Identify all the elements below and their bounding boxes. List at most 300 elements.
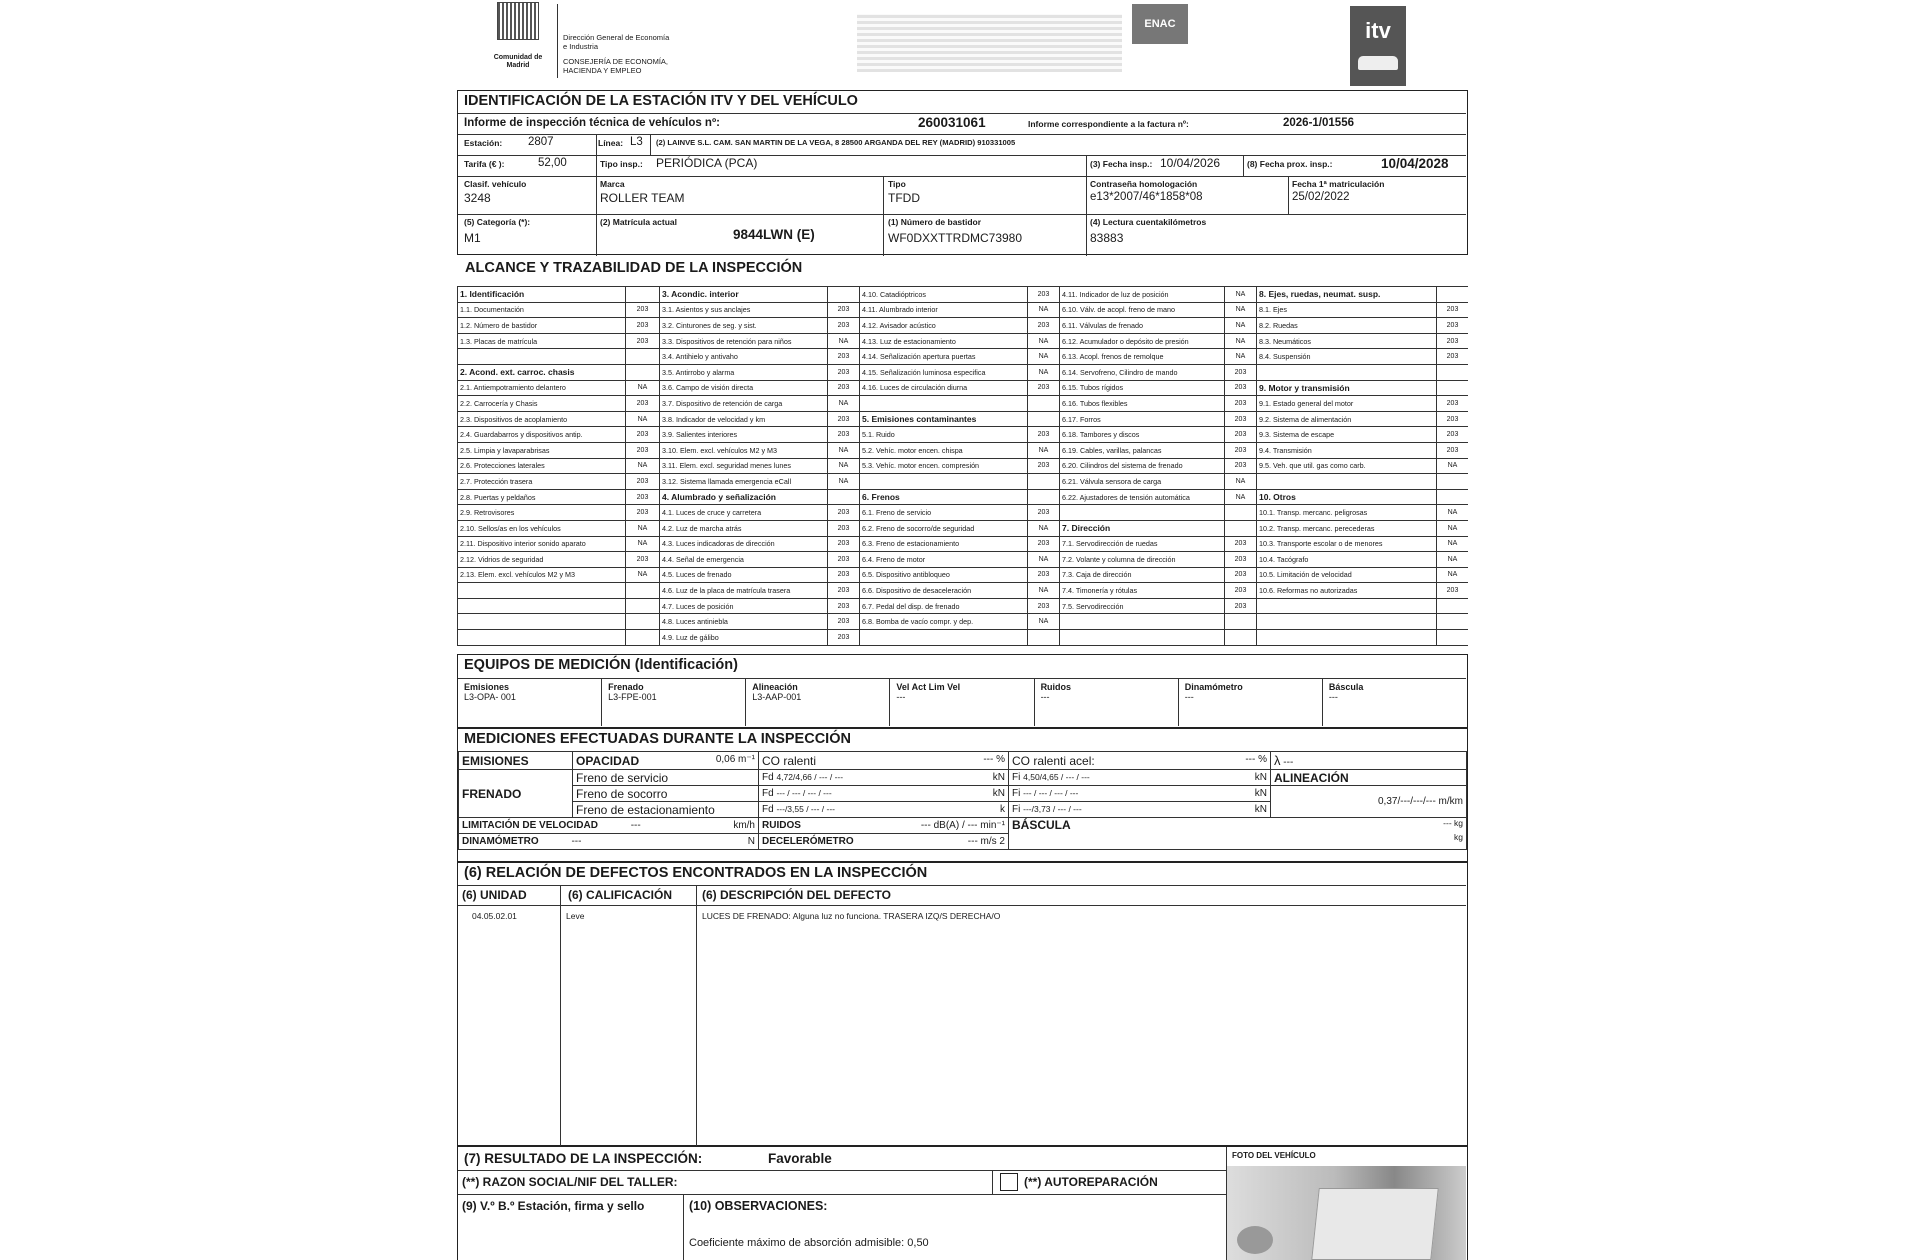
- linea-label: Línea:: [598, 138, 624, 148]
- alcance-row: [458, 458, 1469, 474]
- autoreparacion-checkbox[interactable]: [1000, 1173, 1018, 1191]
- alcance-item-value: 203: [1437, 583, 1469, 599]
- alcance-item-label: 8. Ejes, ruedas, neumat. susp.: [1257, 287, 1437, 303]
- alcance-item-label: [458, 583, 626, 599]
- alcance-item-label: 8.3. Neumáticos: [1257, 333, 1437, 349]
- limvel-value: ---: [630, 820, 641, 831]
- alcance-item-value: [1437, 287, 1469, 303]
- equipos-title: EQUIPOS DE MEDICIÓN (Identificación): [464, 657, 738, 673]
- fmat-value: 25/02/2022: [1292, 191, 1350, 203]
- alcance-item-label: 6.19. Cables, varillas, palancas: [1060, 442, 1225, 458]
- alcance-item-value: 203: [828, 536, 860, 552]
- alcance-item-value: 203: [1225, 364, 1257, 380]
- alcance-item-label: 5.3. Vehíc. motor encen. compresión: [860, 458, 1028, 474]
- alcance-item-label: 3.7. Dispositivo de retención de carga: [660, 396, 828, 412]
- alcance-item-value: 203: [1028, 427, 1060, 443]
- fe-fi-label: Fi: [1012, 804, 1021, 815]
- alcance-row: [458, 489, 1469, 505]
- alcance-item-value: 203: [1028, 505, 1060, 521]
- alcance-item-value: [626, 598, 660, 614]
- alcance-item-value: 203: [828, 411, 860, 427]
- consejeria: CONSEJERÍA DE ECONOMÍA, HACIENDA Y EMPLEO: [563, 57, 669, 75]
- alcance-item-value: 203: [1437, 427, 1469, 443]
- alcance-item-label: 5.2. Vehíc. motor encen. chispa: [860, 442, 1028, 458]
- fe-fd-label: Fd: [762, 804, 774, 815]
- alcance-item-value: 203: [1225, 458, 1257, 474]
- alcance-item-label: 5. Emisiones contaminantes: [860, 411, 1028, 427]
- foto-label: FOTO DEL VEHÍCULO: [1232, 1151, 1316, 1160]
- equipos-row: [458, 678, 1466, 726]
- dinamometro-label: DINAMÓMETRO: [462, 836, 539, 847]
- alcance-item-label: [458, 349, 626, 365]
- fe-fi-unit: kN: [1254, 804, 1267, 815]
- equipo-cell: [602, 678, 746, 726]
- alcance-item-label: 6.8. Bomba de vacío compr. y dep.: [860, 614, 1028, 630]
- estacion-value: 2807: [528, 136, 554, 148]
- defecto-row: [458, 905, 1466, 925]
- fs-fd-unit: kN: [992, 772, 1005, 783]
- defecto-descripcion: LUCES DE FRENADO: Alguna luz no funciona. TRASERA IZQ/S DERECHA/O: [702, 911, 1001, 921]
- alcance-item-label: 4.6. Luz de la placa de matrícula trasera: [660, 583, 828, 599]
- alcance-item-label: 4.14. Señalización apertura puertas: [860, 349, 1028, 365]
- alcance-item-value: NA: [626, 411, 660, 427]
- alcance-item-value: 203: [626, 442, 660, 458]
- alcance-item-value: NA: [1225, 318, 1257, 334]
- alcance-item-label: 1.1. Documentación: [458, 302, 626, 318]
- informe-number: 260031061: [918, 115, 986, 130]
- equipo-cell: [890, 678, 1034, 726]
- alcance-item-label: 6.18. Tambores y discos: [1060, 427, 1225, 443]
- alcance-item-value: [1225, 505, 1257, 521]
- alcance-item-value: 203: [828, 505, 860, 521]
- alcance-item-label: 2.5. Limpia y lavaparabrisas: [458, 442, 626, 458]
- alcance-item-value: 203: [1028, 380, 1060, 396]
- alcance-item-label: 7.3. Caja de dirección: [1060, 567, 1225, 583]
- alcance-item-value: [626, 349, 660, 365]
- equipo-cell: [1323, 678, 1466, 726]
- alcance-item-label: [458, 598, 626, 614]
- col-calificacion: (6) CALIFICACIÓN: [568, 888, 672, 902]
- col-unidad: (6) UNIDAD: [462, 888, 527, 902]
- factura-number: 2026-1/01556: [1283, 117, 1354, 129]
- alcance-item-value: NA: [1028, 333, 1060, 349]
- alcance-item-label: 3.6. Campo de visión directa: [660, 380, 828, 396]
- alcance-item-label: 7. Dirección: [1060, 520, 1225, 536]
- alcance-item-label: 4. Alumbrado y señalización: [660, 489, 828, 505]
- equipo-label: Ruidos: [1040, 682, 1072, 692]
- alcance-item-value: NA: [1028, 552, 1060, 568]
- fe-label: Freno de estacionamiento: [573, 802, 759, 818]
- alcance-item-label: 8.4. Suspensión: [1257, 349, 1437, 365]
- alcance-item-label: 6.1. Freno de servicio: [860, 505, 1028, 521]
- alcance-row: [458, 287, 1469, 303]
- alcance-item-value: 203: [1225, 598, 1257, 614]
- alcance-item-label: 4.16. Luces de circulación diurna: [860, 380, 1028, 396]
- alcance-item-label: 2.12. Vidrios de seguridad: [458, 552, 626, 568]
- col-descripcion: (6) DESCRIPCIÓN DEL DEFECTO: [702, 888, 891, 902]
- alcance-item-label: 1. Identificación: [458, 287, 626, 303]
- alcance-item-value: NA: [1225, 302, 1257, 318]
- alcance-item-value: 203: [1437, 396, 1469, 412]
- alcance-item-label: 9.1. Estado general del motor: [1257, 396, 1437, 412]
- alcance-item-label: 4.3. Luces indicadoras de dirección: [660, 536, 828, 552]
- alcance-row: [458, 302, 1469, 318]
- bascula-label: BÁSCULA: [1012, 818, 1071, 832]
- fs-fd-value: 4,72/4,66 / --- / ---: [776, 772, 844, 782]
- alcance-item-value: [1437, 630, 1469, 646]
- fe-fd-unit: k: [1000, 804, 1005, 815]
- alcance-item-label: 7.2. Volante y columna de dirección: [1060, 552, 1225, 568]
- alcance-row: [458, 505, 1469, 521]
- alcance-item-value: NA: [1225, 287, 1257, 303]
- marca-value: ROLLER TEAM: [600, 191, 685, 205]
- defecto-calificacion: Leve: [566, 911, 585, 921]
- taller-label: (**) RAZON SOCIAL/NIF DEL TALLER:: [462, 1175, 678, 1189]
- comunidad-madrid-name: Comunidad de Madrid: [493, 54, 543, 69]
- alcance-item-value: NA: [1028, 349, 1060, 365]
- header-divider: [557, 4, 558, 78]
- alcance-item-label: 5.1. Ruido: [860, 427, 1028, 443]
- km-label: (4) Lectura cuentakilómetros: [1090, 217, 1207, 227]
- fs-label: Freno de servicio: [573, 770, 759, 786]
- alcance-item-value: 203: [828, 349, 860, 365]
- equipo-label: Frenado: [608, 682, 644, 692]
- alcance-item-label: 7.1. Servodirección de ruedas: [1060, 536, 1225, 552]
- alcance-item-label: 10.3. Transporte escolar o de menores: [1257, 536, 1437, 552]
- alcance-item-label: [458, 630, 626, 646]
- alcance-item-label: 6.11. Válvulas de frenado: [1060, 318, 1225, 334]
- fso-fi-unit: kN: [1254, 788, 1267, 799]
- alcance-item-label: 4.8. Luces antiniebla: [660, 614, 828, 630]
- alcance-item-value: 203: [1028, 458, 1060, 474]
- alcance-item-label: 6.3. Freno de estacionamiento: [860, 536, 1028, 552]
- alcance-item-value: 203: [1225, 536, 1257, 552]
- alcance-item-value: [1437, 489, 1469, 505]
- estacion-label: Estación:: [464, 138, 503, 148]
- fso-fi-value: --- / --- / --- / ---: [1023, 788, 1079, 798]
- alcance-item-label: 3.4. Antihielo y antivaho: [660, 349, 828, 365]
- alcance-item-value: 203: [626, 302, 660, 318]
- operador: (2) LAINVE S.L. CAM. SAN MARTIN DE LA VEGA, 8 28500 ARGANDA DEL REY (MADRID) 910331005: [656, 138, 1016, 147]
- frenado-label: FRENADO: [459, 770, 573, 818]
- alcance-item-value: [1437, 614, 1469, 630]
- alcance-item-value: NA: [1225, 333, 1257, 349]
- alcance-item-value: [1028, 489, 1060, 505]
- fso-label: Freno de socorro: [573, 786, 759, 802]
- comunidad-madrid-logo-icon: [497, 2, 539, 40]
- alcance-item-label: [860, 396, 1028, 412]
- contrasena-label: Contraseña homologación: [1090, 179, 1198, 189]
- fecha-prox-label: (8) Fecha prox. insp.:: [1247, 159, 1333, 169]
- equipo-value: ---: [1040, 692, 1050, 702]
- alcance-item-label: 10.2. Transp. mercanc. perecederas: [1257, 520, 1437, 536]
- alcance-item-label: [860, 474, 1028, 490]
- header: [457, 0, 1468, 88]
- alcance-item-value: [1225, 520, 1257, 536]
- alcance-item-label: 6. Frenos: [860, 489, 1028, 505]
- defectos-list: [458, 905, 1466, 925]
- co-acel-value: --- %: [1245, 753, 1267, 765]
- alcance-item-value: NA: [1225, 489, 1257, 505]
- blurred-seal: [857, 14, 1122, 72]
- alcance-item-value: NA: [1028, 520, 1060, 536]
- equipo-label: Emisiones: [464, 682, 510, 692]
- alcance-item-value: 203: [1437, 442, 1469, 458]
- enac-logo-icon: ENAC: [1132, 4, 1188, 44]
- vb-label: (9) V.º B.º Estación, firma y sello: [462, 1199, 645, 1213]
- lambda-value: ---: [1283, 757, 1294, 768]
- alcance-row: [458, 567, 1469, 583]
- bastidor-label: (1) Número de bastidor: [888, 217, 982, 227]
- matricula-value: 9844LWN (E): [733, 227, 815, 242]
- alcance-item-value: 203: [1028, 567, 1060, 583]
- co-ralenti-label: CO ralenti: [762, 753, 817, 768]
- alcance-item-label: [1060, 505, 1225, 521]
- alcance-item-value: [1028, 396, 1060, 412]
- opacidad-value: 0,06 m⁻¹: [715, 753, 755, 765]
- fe-fi-value: ---/3,73 / --- / ---: [1023, 804, 1082, 814]
- emisiones-label: EMISIONES: [459, 752, 573, 770]
- km-value: 83883: [1090, 231, 1124, 245]
- alineacion-label: ALINEACIÓN: [1271, 770, 1467, 786]
- alcance-item-label: 6.12. Acumulador o depósito de presión: [1060, 333, 1225, 349]
- alcance-item-value: 203: [1225, 411, 1257, 427]
- alcance-item-label: 9. Motor y transmisión: [1257, 380, 1437, 396]
- alcance-item-value: 203: [1028, 318, 1060, 334]
- alcance-item-label: 10.1. Transp. mercanc. peligrosas: [1257, 505, 1437, 521]
- alcance-item-label: 2.13. Elem. excl. vehículos M2 y M3: [458, 567, 626, 583]
- alcance-item-label: 2.7. Protección trasera: [458, 474, 626, 490]
- alcance-item-value: 203: [1225, 567, 1257, 583]
- fso-fd-label: Fd: [762, 788, 774, 799]
- alcance-item-label: 4.5. Luces de frenado: [660, 567, 828, 583]
- alcance-item-value: 203: [1028, 287, 1060, 303]
- alcance-item-value: 203: [828, 630, 860, 646]
- alcance-item-label: 2.10. Sellos/as en los vehículos: [458, 520, 626, 536]
- alcance-row: [458, 349, 1469, 365]
- equipo-cell: [746, 678, 890, 726]
- alcance-item-label: 1.2. Número de bastidor: [458, 318, 626, 334]
- alcance-item-value: 203: [626, 552, 660, 568]
- alcance-item-value: NA: [1437, 505, 1469, 521]
- alcance-item-value: NA: [828, 442, 860, 458]
- alcance-item-value: 203: [1225, 380, 1257, 396]
- alcance-row: [458, 520, 1469, 536]
- opacidad-label: OPACIDAD: [576, 753, 640, 768]
- equipo-value: L3-OPA- 001: [464, 692, 516, 702]
- alcance-item-label: 2.11. Dispositivo interior sonido aparato: [458, 536, 626, 552]
- alcance-item-value: 203: [626, 505, 660, 521]
- alcance-item-label: 2.6. Protecciones laterales: [458, 458, 626, 474]
- tipo-value: PERIÓDICA (PCA): [656, 156, 758, 170]
- alcance-item-label: 7.5. Servodirección: [1060, 598, 1225, 614]
- alcance-row: [458, 318, 1469, 334]
- alcance-item-value: 203: [1437, 318, 1469, 334]
- alcance-item-label: 6.21. Válvula sensora de carga: [1060, 474, 1225, 490]
- alcance-item-label: [1257, 630, 1437, 646]
- alcance-item-label: 6.20. Cilindros del sistema de frenado: [1060, 458, 1225, 474]
- alcance-item-label: 10.4. Tacógrafo: [1257, 552, 1437, 568]
- categoria-label: (5) Categoría (*):: [464, 217, 531, 227]
- alcance-item-value: NA: [1028, 614, 1060, 630]
- alcance-item-label: 3.1. Asientos y sus anclajes: [660, 302, 828, 318]
- alcance-item-label: 6.2. Freno de socorro/de seguridad: [860, 520, 1028, 536]
- alcance-item-label: 3.2. Cinturones de seg. y sist.: [660, 318, 828, 334]
- alcance-item-label: 4.13. Luz de estacionamiento: [860, 333, 1028, 349]
- dinamometro-value: ---: [571, 836, 582, 847]
- alcance-item-value: NA: [828, 458, 860, 474]
- alcance-item-label: [458, 614, 626, 630]
- ruidos-label: RUIDOS: [762, 820, 801, 831]
- alcance-item-value: [1225, 614, 1257, 630]
- mediciones-title: MEDICIONES EFECTUADAS DURANTE LA INSPECCIÓN: [464, 731, 851, 747]
- vehicle-photo: [1227, 1166, 1466, 1260]
- alcance-item-label: 4.10. Catadióptricos: [860, 287, 1028, 303]
- fecha-insp-label: (3) Fecha insp.:: [1090, 159, 1153, 169]
- alcance-item-label: 6.10. Válv. de acopl. freno de mano: [1060, 302, 1225, 318]
- alcance-item-value: 203: [1225, 396, 1257, 412]
- alcance-item-value: NA: [626, 567, 660, 583]
- alcance-item-value: [1437, 474, 1469, 490]
- alcance-item-value: 203: [1028, 536, 1060, 552]
- alcance-item-value: [626, 583, 660, 599]
- caravan-shape: [1311, 1188, 1439, 1260]
- linea-value: L3: [630, 136, 643, 148]
- alcance-item-value: NA: [1028, 442, 1060, 458]
- tarifa-value: 52,00: [538, 157, 567, 169]
- mediciones-table: [458, 751, 1467, 850]
- alcance-row: [458, 333, 1469, 349]
- alcance-item-value: NA: [1028, 364, 1060, 380]
- matricula-label: (2) Matrícula actual: [600, 217, 677, 227]
- alcance-item-value: [626, 614, 660, 630]
- alcance-item-value: [626, 364, 660, 380]
- alcance-item-label: 3.12. Sistema llamada emergencia eCall: [660, 474, 828, 490]
- alcance-item-value: NA: [626, 380, 660, 396]
- clasif-label: Clasif. vehículo: [464, 179, 527, 189]
- observaciones-text: Coeficiente máximo de absorción admisible: 0,50: [689, 1237, 929, 1249]
- alcance-item-label: 4.4. Señal de emergencia: [660, 552, 828, 568]
- alcance-item-value: 203: [1437, 411, 1469, 427]
- alcance-item-label: 6.13. Acopl. frenos de remolque: [1060, 349, 1225, 365]
- equipo-label: Báscula: [1328, 682, 1364, 692]
- alcance-item-label: [1060, 614, 1225, 630]
- fs-fi-label: Fi: [1012, 772, 1021, 783]
- alcance-item-value: 203: [828, 427, 860, 443]
- itv-logo-text: itv: [1365, 18, 1391, 43]
- limvel-label: LIMITACIÓN DE VELOCIDAD: [462, 820, 598, 831]
- alcance-item-label: [1257, 474, 1437, 490]
- equipo-label: Alineación: [752, 682, 798, 692]
- alcance-item-value: 203: [626, 489, 660, 505]
- alcance-item-value: 203: [828, 567, 860, 583]
- itv-logo-icon: [1350, 6, 1406, 86]
- alcance-item-label: 9.3. Sistema de escape: [1257, 427, 1437, 443]
- categoria-value: M1: [464, 231, 481, 245]
- alcance-item-value: [1028, 474, 1060, 490]
- alcance-item-label: 9.2. Sistema de alimentación: [1257, 411, 1437, 427]
- alcance-row: [458, 614, 1469, 630]
- fs-fd-label: Fd: [762, 772, 774, 783]
- alcance-item-label: 3.10. Elem. excl. vehículos M2 y M3: [660, 442, 828, 458]
- fso-fd-unit: kN: [992, 788, 1005, 799]
- factura-label: Informe correspondiente a la factura nº:: [1028, 119, 1189, 129]
- alcance-item-value: NA: [626, 458, 660, 474]
- bascula-unit: kg: [1454, 832, 1463, 842]
- autoreparacion-label: (**) AUTOREPARACIÓN: [1024, 1175, 1158, 1189]
- co-acel-label: CO ralenti acel:: [1012, 753, 1095, 768]
- alcance-item-value: 203: [828, 318, 860, 334]
- alcance-row: [458, 411, 1469, 427]
- clasif-value: 3248: [464, 191, 491, 205]
- alcance-row: [458, 474, 1469, 490]
- alcance-item-label: 4.9. Luz de gálibo: [660, 630, 828, 646]
- alcance-item-value: [828, 287, 860, 303]
- alcance-item-value: [1028, 411, 1060, 427]
- resultado-label: (7) RESULTADO DE LA INSPECCIÓN:: [464, 1151, 703, 1166]
- alineacion-value: 0,37/---/---/--- m/km: [1271, 786, 1467, 818]
- alcance-item-label: 3.5. Antirrobo y alarma: [660, 364, 828, 380]
- alcance-item-value: NA: [1437, 520, 1469, 536]
- equipo-cell: [1179, 678, 1323, 726]
- defectos-box: [457, 862, 1468, 1146]
- alcance-item-label: 9.4. Transmisión: [1257, 442, 1437, 458]
- alcance-item-value: NA: [1225, 474, 1257, 490]
- car-icon: [1358, 56, 1398, 70]
- mediciones-box: [457, 728, 1468, 862]
- alcance-item-value: [1225, 630, 1257, 646]
- alcance-item-label: 2.1. Antiempotramiento delantero: [458, 380, 626, 396]
- section-title: IDENTIFICACIÓN DE LA ESTACIÓN ITV Y DEL VEHÍCULO: [464, 93, 858, 109]
- alcance-item-value: 203: [1028, 598, 1060, 614]
- alcance-item-label: [1257, 598, 1437, 614]
- alcance-item-value: [1437, 380, 1469, 396]
- alcance-item-value: [1028, 630, 1060, 646]
- equipo-cell: [1035, 678, 1179, 726]
- alcance-item-value: 203: [828, 520, 860, 536]
- decel-value: --- m/s 2: [967, 836, 1005, 847]
- co-ralenti-value: --- %: [983, 753, 1005, 765]
- fecha-insp-value: 10/04/2026: [1160, 156, 1221, 170]
- alcance-item-label: 2.3. Dispositivos de acoplamiento: [458, 411, 626, 427]
- alcance-item-label: 2.9. Retrovisores: [458, 505, 626, 521]
- alcance-item-value: NA: [1437, 536, 1469, 552]
- alcance-item-value: NA: [1028, 583, 1060, 599]
- bascula-value: --- kg: [1443, 818, 1463, 828]
- alcance-item-value: 203: [828, 552, 860, 568]
- fso-fi-label: Fi: [1012, 788, 1021, 799]
- alcance-row: [458, 364, 1469, 380]
- bastidor-value: WF0DXXTTRDMC73980: [888, 231, 1023, 245]
- alcance-item-value: NA: [626, 536, 660, 552]
- alcance-item-label: 4.2. Luz de marcha atrás: [660, 520, 828, 536]
- alcance-row: [458, 583, 1469, 599]
- alcance-item-label: 8.2. Ruedas: [1257, 318, 1437, 334]
- equipo-label: Vel Act Lim Vel: [896, 682, 961, 692]
- resultado-value: Favorable: [768, 1151, 832, 1166]
- equipo-cell: [458, 678, 602, 726]
- alcance-row: [458, 442, 1469, 458]
- alcance-row: [458, 427, 1469, 443]
- alcance-item-value: [828, 489, 860, 505]
- alcance-item-value: NA: [828, 396, 860, 412]
- direccion-general: Dirección General de Economía e Industria: [563, 33, 670, 51]
- alcance-item-value: [1437, 598, 1469, 614]
- alcance-item-value: [1437, 364, 1469, 380]
- alcance-item-label: 6.14. Servofreno, Cilindro de mando: [1060, 364, 1225, 380]
- alcance-item-value: 203: [828, 302, 860, 318]
- alcance-item-label: [1257, 614, 1437, 630]
